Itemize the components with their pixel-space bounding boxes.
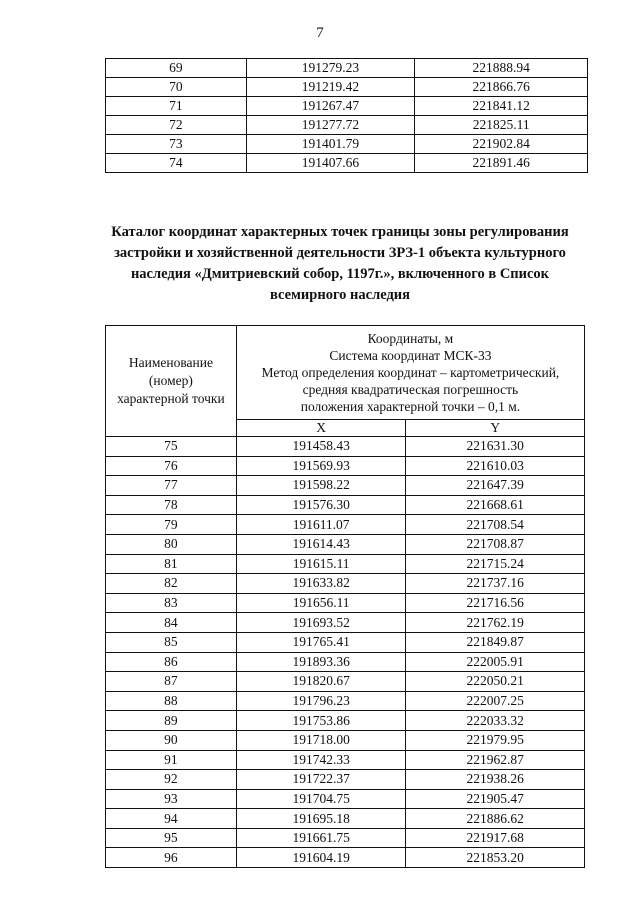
- y-coordinate-cell: 221886.62: [406, 809, 585, 829]
- table-row: [106, 750, 585, 770]
- x-coordinate-cell: 191219.42: [246, 78, 415, 97]
- table-row: [106, 78, 588, 97]
- y-coordinate-cell: 221737.16: [406, 574, 585, 594]
- header-coords-line: Система координат МСК-33: [329, 348, 492, 363]
- catalog-title: [90, 222, 590, 306]
- point-number-cell: 86: [106, 652, 237, 672]
- point-number-cell: 91: [106, 750, 237, 770]
- x-coordinate-cell: 191267.47: [246, 97, 415, 116]
- x-coordinate-cell: 191407.66: [246, 154, 415, 173]
- x-coordinate-cell: 191742.33: [236, 750, 406, 770]
- x-coordinate-cell: 191656.11: [236, 593, 406, 613]
- y-coordinate-cell: 221715.24: [406, 554, 585, 574]
- table-row: [106, 437, 585, 457]
- y-coordinate-cell: 222033.32: [406, 711, 585, 731]
- table-row: [106, 59, 588, 78]
- y-coordinate-cell: 221888.94: [415, 59, 588, 78]
- point-number-cell: 77: [106, 476, 237, 496]
- x-coordinate-cell: 191598.22: [236, 476, 406, 496]
- table-row: [106, 97, 588, 116]
- y-coordinate-cell: 221631.30: [406, 437, 585, 457]
- y-coordinate-cell: 221853.20: [406, 848, 585, 868]
- y-coordinate-cell: 221902.84: [415, 135, 588, 154]
- x-coordinate-cell: 191820.67: [236, 672, 406, 692]
- table-row: [106, 534, 585, 554]
- y-coordinate-cell: 222005.91: [406, 652, 585, 672]
- y-coordinate-cell: 222050.21: [406, 672, 585, 692]
- header-coords-line: Координаты, м: [367, 331, 454, 346]
- point-number-cell: 81: [106, 554, 237, 574]
- y-coordinate-cell: 221849.87: [406, 632, 585, 652]
- y-coordinate-cell: 221708.87: [406, 534, 585, 554]
- y-coordinate-cell: 221668.61: [406, 495, 585, 515]
- table-row: [106, 789, 585, 809]
- point-number-cell: 90: [106, 730, 237, 750]
- header-x: X: [236, 420, 406, 437]
- y-coordinate-cell: 222007.25: [406, 691, 585, 711]
- x-coordinate-cell: 191279.23: [246, 59, 415, 78]
- y-coordinate-cell: 221938.26: [406, 770, 585, 790]
- table-row: [106, 116, 588, 135]
- point-number-cell: 70: [106, 78, 247, 97]
- point-number-cell: 85: [106, 632, 237, 652]
- table-row: [106, 652, 585, 672]
- header-coords-line: средняя квадратическая погрешность: [302, 382, 519, 397]
- point-number-cell: 94: [106, 809, 237, 829]
- table-row: [106, 574, 585, 594]
- point-number-cell: 93: [106, 789, 237, 809]
- x-coordinate-cell: 191614.43: [236, 534, 406, 554]
- table-row: [106, 554, 585, 574]
- x-coordinate-cell: 191753.86: [236, 711, 406, 731]
- point-number-cell: 92: [106, 770, 237, 790]
- coordinates-table-body: [106, 59, 588, 173]
- point-number-cell: 75: [106, 437, 237, 457]
- catalog-title-line: застройки и хозяйственной деятельности ЗРЗ-1 объекта культурного: [114, 245, 566, 261]
- y-coordinate-cell: 221716.56: [406, 593, 585, 613]
- x-coordinate-cell: 191796.23: [236, 691, 406, 711]
- point-number-cell: 87: [106, 672, 237, 692]
- x-coordinate-cell: 191604.19: [236, 848, 406, 868]
- x-coordinate-cell: 191722.37: [236, 770, 406, 790]
- header-name-line: Наименование: [128, 355, 213, 370]
- table-row: [106, 770, 585, 790]
- table-row: [106, 154, 588, 173]
- y-coordinate-cell: 221708.54: [406, 515, 585, 535]
- table-row: [106, 632, 585, 652]
- point-number-cell: 73: [106, 135, 247, 154]
- header-coords-line: положения характерной точки – 0,1 м.: [300, 399, 521, 414]
- catalog-title-line: наследия «Дмитриевский собор, 1197г.», включенного в Список: [130, 266, 550, 282]
- y-coordinate-cell: 221610.03: [406, 456, 585, 476]
- point-number-cell: 83: [106, 593, 237, 613]
- table-row: [106, 456, 585, 476]
- x-coordinate-cell: 191611.07: [236, 515, 406, 535]
- point-number-cell: 76: [106, 456, 237, 476]
- point-number-cell: 82: [106, 574, 237, 594]
- x-coordinate-cell: 191765.41: [236, 632, 406, 652]
- y-coordinate-cell: 221905.47: [406, 789, 585, 809]
- table-row: [106, 613, 585, 633]
- catalog-table-body: [106, 437, 585, 868]
- point-number-cell: 84: [106, 613, 237, 633]
- point-number-cell: 95: [106, 828, 237, 848]
- x-coordinate-cell: 191704.75: [236, 789, 406, 809]
- catalog-title-line: Каталог координат характерных точек границы зоны регулирования: [111, 224, 569, 240]
- y-coordinate-cell: 221962.87: [406, 750, 585, 770]
- header-name-line: характерной точки: [117, 391, 225, 406]
- point-number-cell: 74: [106, 154, 247, 173]
- y-coordinate-cell: 221762.19: [406, 613, 585, 633]
- table-row: [106, 809, 585, 829]
- y-coordinate-cell: 221979.95: [406, 730, 585, 750]
- y-coordinate-cell: 221825.11: [415, 116, 588, 135]
- x-coordinate-cell: 191633.82: [236, 574, 406, 594]
- header-point-name: [106, 326, 237, 437]
- x-coordinate-cell: 191615.11: [236, 554, 406, 574]
- point-number-cell: 80: [106, 534, 237, 554]
- coordinates-catalog-table: [105, 325, 585, 868]
- table-row: [106, 691, 585, 711]
- table-row: [106, 848, 585, 868]
- point-number-cell: 88: [106, 691, 237, 711]
- point-number-cell: 79: [106, 515, 237, 535]
- header-coords-line: Метод определения координат – картометрический,: [261, 365, 560, 380]
- point-number-cell: 96: [106, 848, 237, 868]
- header-name-line: (номер): [148, 373, 193, 388]
- table-row: [106, 711, 585, 731]
- x-coordinate-cell: 191718.00: [236, 730, 406, 750]
- x-coordinate-cell: 191569.93: [236, 456, 406, 476]
- header-coordinates: [236, 326, 584, 420]
- table-row: [106, 495, 585, 515]
- x-coordinate-cell: 191277.72: [246, 116, 415, 135]
- y-coordinate-cell: 221866.76: [415, 78, 588, 97]
- table-row: [106, 828, 585, 848]
- table-row: [106, 730, 585, 750]
- y-coordinate-cell: 221647.39: [406, 476, 585, 496]
- y-coordinate-cell: 221841.12: [415, 97, 588, 116]
- x-coordinate-cell: 191661.75: [236, 828, 406, 848]
- x-coordinate-cell: 191893.36: [236, 652, 406, 672]
- x-coordinate-cell: 191576.30: [236, 495, 406, 515]
- x-coordinate-cell: 191401.79: [246, 135, 415, 154]
- header-y: Y: [406, 420, 585, 437]
- x-coordinate-cell: 191693.52: [236, 613, 406, 633]
- catalog-title-line: всемирного наследия: [269, 287, 410, 303]
- table-row: [106, 515, 585, 535]
- page-number: 7: [316, 25, 324, 41]
- point-number-cell: 71: [106, 97, 247, 116]
- point-number-cell: 69: [106, 59, 247, 78]
- x-coordinate-cell: 191695.18: [236, 809, 406, 829]
- point-number-cell: 78: [106, 495, 237, 515]
- table-row: [106, 476, 585, 496]
- x-coordinate-cell: 191458.43: [236, 437, 406, 457]
- point-number-cell: 72: [106, 116, 247, 135]
- coordinates-table-continued: [105, 58, 588, 173]
- point-number-cell: 89: [106, 711, 237, 731]
- y-coordinate-cell: 221917.68: [406, 828, 585, 848]
- table-row: [106, 593, 585, 613]
- y-coordinate-cell: 221891.46: [415, 154, 588, 173]
- table-row: [106, 135, 588, 154]
- table-row: [106, 672, 585, 692]
